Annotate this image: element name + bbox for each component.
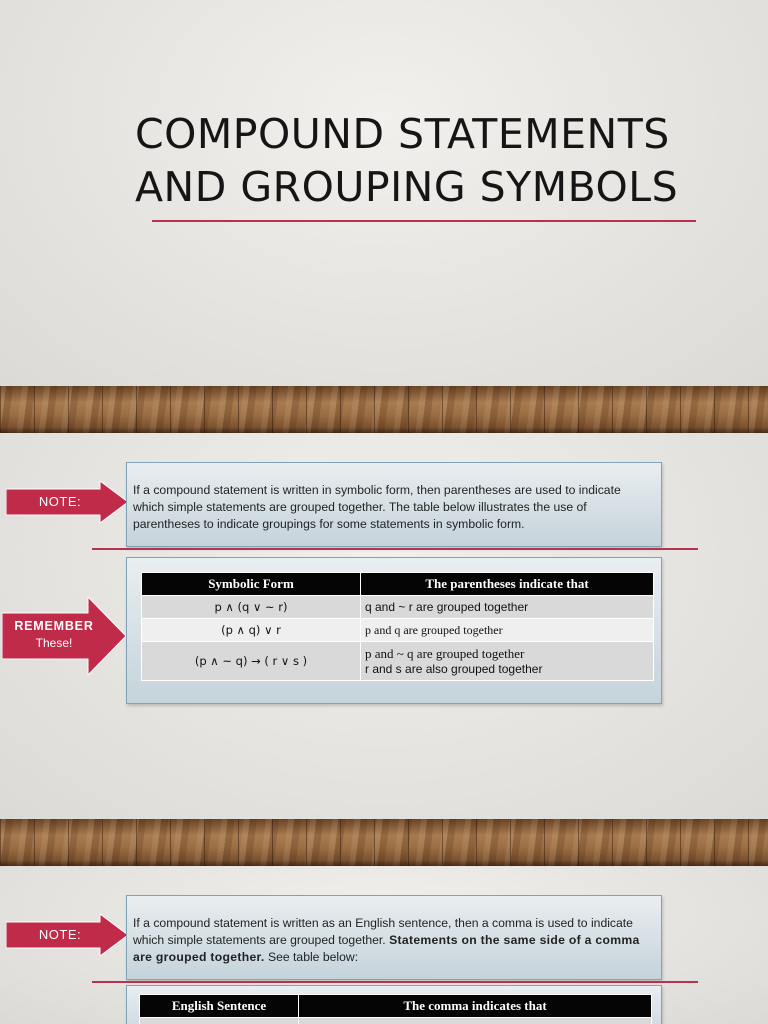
wood-floor-divider (0, 386, 768, 433)
note-arrow (6, 481, 128, 523)
header-comma-indicates: The comma indicates that (299, 995, 652, 1018)
note-text-plain: If a compound statement is written as an English sentence, then a comma is used to indicate which simple statements are grouped together. (133, 916, 633, 947)
slide-title-heading (135, 108, 678, 214)
symbolic-cell: (p ∧ q) ∨ r (142, 619, 361, 642)
comma-table (139, 994, 652, 1024)
table-row (142, 596, 654, 619)
remember-arrow (2, 597, 126, 675)
indicates-line-1: p and ~ q are grouped together (365, 646, 525, 661)
indicates-cell (361, 642, 654, 681)
title-line-2: AND GROUPING SYMBOLS (135, 163, 679, 211)
remember-sub-label: These! (35, 636, 73, 650)
note-separator (92, 981, 698, 983)
indicates-cell: q and ~ r are grouped together (361, 596, 654, 619)
grouping-table-box (126, 557, 662, 704)
table-row (140, 1018, 652, 1024)
slide-parentheses (0, 433, 768, 819)
header-symbolic-form: Symbolic Form (142, 573, 361, 596)
note-separator (92, 548, 698, 550)
table-header-row (142, 573, 654, 596)
note-label: NOTE: (38, 927, 82, 942)
indicates-line-2: r and s are also grouped together (365, 662, 543, 676)
symbolic-cell: (p ∧ ~ q) → ( r ∨ s ) (142, 642, 361, 681)
table-cell (140, 1018, 299, 1024)
note-arrow (6, 914, 128, 956)
comma-table-box (126, 985, 662, 1024)
note-text: If a compound statement is written in symbolic form, then parentheses are used to indicate which simple statements are grouped together. The table below illustrates the use of parentheses to indicate groupings for some statements in symbolic form. (133, 483, 621, 531)
indicates-cell: p and q are grouped together (361, 619, 654, 642)
title-line-1: COMPOUND STATEMENTS (135, 110, 670, 158)
remember-label: REMEMBER (14, 619, 94, 633)
header-parentheses-indicate: The parentheses indicate that (361, 573, 654, 596)
table-row (142, 642, 654, 681)
note-box (126, 895, 662, 980)
note-text-end: See table below: (264, 950, 359, 964)
symbolic-cell: p ∧ (q ∨ ~ r) (142, 596, 361, 619)
grouping-table (141, 572, 654, 681)
note-box (126, 462, 662, 547)
wood-floor-divider (0, 819, 768, 866)
note-label: NOTE: (38, 494, 82, 509)
slide-title (0, 0, 768, 386)
note-text-bold: Statements on the same side of a comma are grouped together. (133, 933, 640, 964)
title-underline (152, 220, 696, 222)
table-row (142, 619, 654, 642)
slide-commas (0, 866, 768, 1024)
table-header-row (140, 995, 652, 1018)
header-english-sentence: English Sentence (140, 995, 299, 1018)
table-cell (299, 1018, 652, 1024)
